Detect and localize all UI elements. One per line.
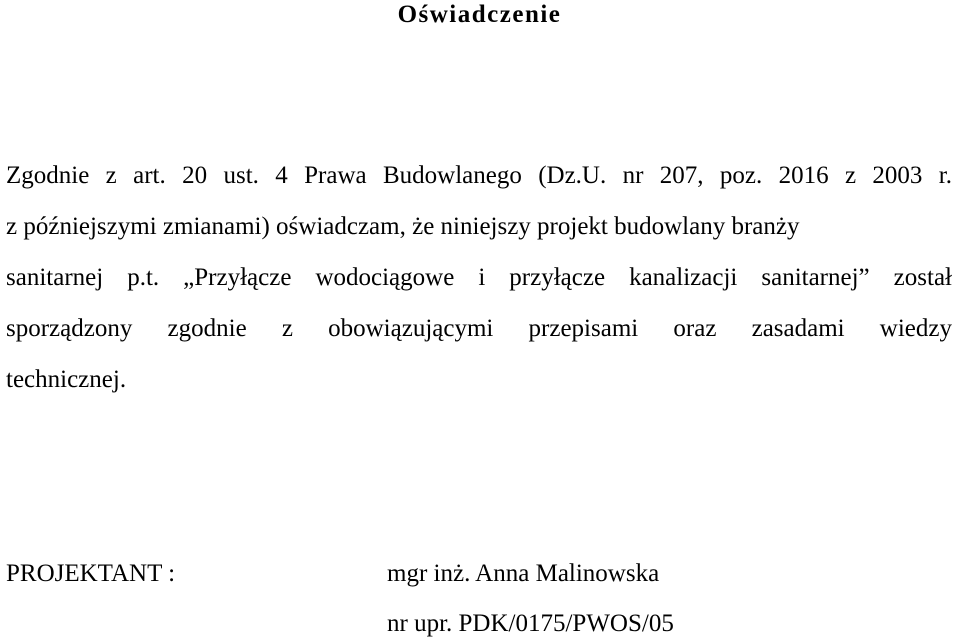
statement-line-2: z późniejszymi zmianami) oświadczam, że niniejszy projekt budowlany branży: [6, 213, 800, 240]
document-title: Oświadczenie: [397, 1, 562, 28]
statement-line-4: sporządzony zgodnie z obowiązującymi przepisami oraz zasadami wiedzy: [6, 315, 952, 342]
statement-line-1: Zgodnie z art. 20 ust. 4 Prawa Budowlanego (Dz.U. nr 207, poz. 2016 z 2003 r.: [6, 162, 952, 189]
designer-registration: nr upr. PDK/0175/PWOS/05: [387, 610, 674, 637]
statement-paragraph: [6, 150, 952, 405]
statement-line-3: sanitarnej p.t. „Przyłącze wodociągowe i przyłącze kanalizacji sanitarnej” został: [6, 264, 952, 291]
statement-line-5: technicznej.: [6, 366, 127, 393]
designer-label: PROJEKTANT :: [6, 560, 176, 587]
designer-name: mgr inż. Anna Malinowska: [387, 560, 660, 587]
